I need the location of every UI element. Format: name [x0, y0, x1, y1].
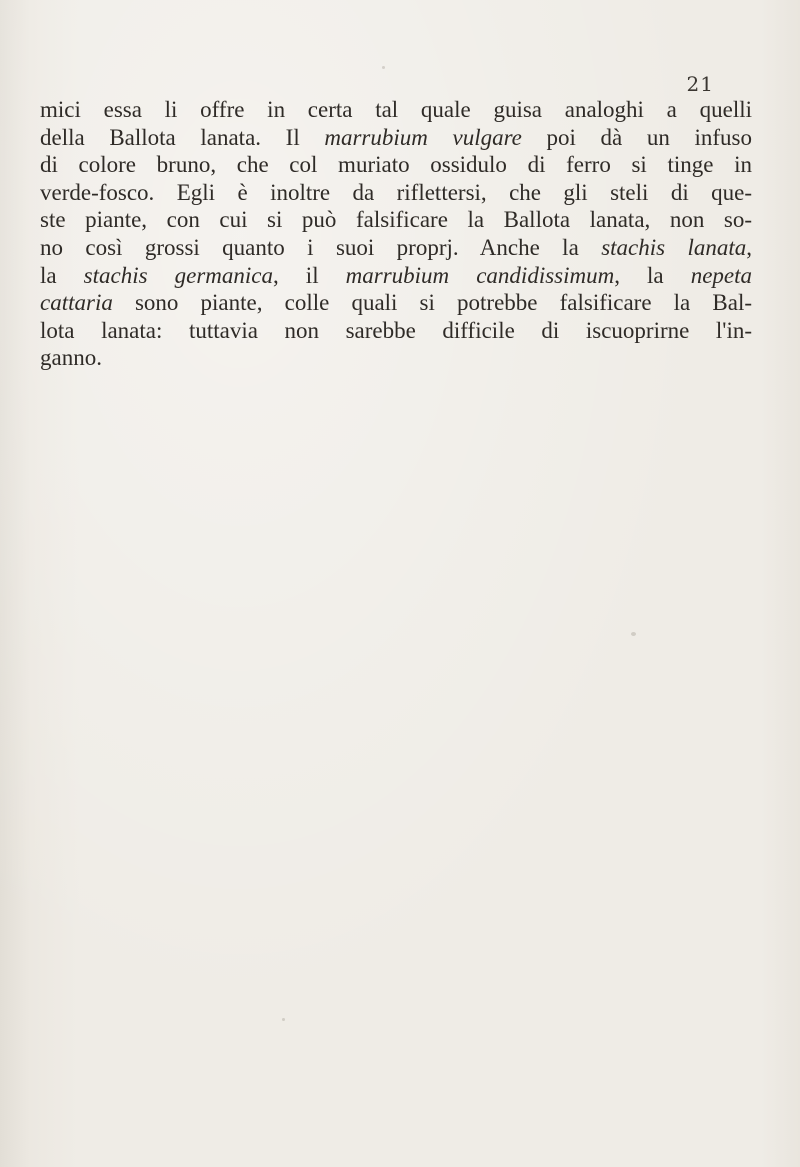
text-line	[40, 317, 752, 345]
paper-speck	[631, 632, 636, 636]
text-segment: no così grossi quanto i suoi proprj. Anche la	[40, 234, 602, 260]
text-segment: verde-fosco. Egli è inoltre da riflettersi, che gli steli di que-	[40, 179, 752, 205]
text-segment: ste piante, con cui si può falsificare la Ballota lanata, non so-	[40, 207, 752, 233]
text-segment: di colore bruno, che col muriato ossidulo di ferro si tinge in	[40, 152, 752, 178]
text-segment: , la	[614, 262, 691, 288]
text-line	[40, 289, 752, 317]
text-segment: la	[40, 262, 84, 288]
text-segment: ,	[746, 234, 753, 260]
italic-term: nepeta	[690, 262, 753, 288]
text-segment: poi dà un infuso	[521, 124, 752, 150]
text-segment: , il	[273, 262, 346, 288]
text-line	[40, 262, 752, 290]
text-line	[40, 96, 752, 124]
page-number: 21	[686, 72, 714, 96]
italic-term: cattaria	[40, 290, 113, 316]
body-paragraph	[40, 96, 752, 372]
italic-term: marrubium vulgare	[324, 124, 522, 150]
text-line	[40, 151, 752, 179]
text-segment: mici essa li offre in certa tal quale guisa analoghi a quelli	[40, 97, 752, 122]
text-segment: sono piante, colle quali si potrebbe falsificare la Bal-	[112, 290, 752, 316]
text-line	[40, 344, 752, 372]
text-segment: della Ballota lanata. Il	[40, 124, 325, 150]
text-segment: ganno.	[40, 345, 102, 371]
italic-term: stachis germanica	[83, 262, 273, 288]
text-segment: lota lanata: tuttavia non sarebbe difficile di iscuoprirne l'in-	[40, 317, 752, 343]
italic-term: marrubium candidissimum	[345, 262, 615, 288]
text-line	[40, 179, 752, 207]
text-line	[40, 234, 752, 262]
text-line	[40, 206, 752, 234]
paper-speck	[282, 1018, 285, 1021]
paper-speck	[382, 66, 385, 69]
text-line	[40, 124, 752, 152]
italic-term: stachis lanata	[601, 234, 747, 260]
